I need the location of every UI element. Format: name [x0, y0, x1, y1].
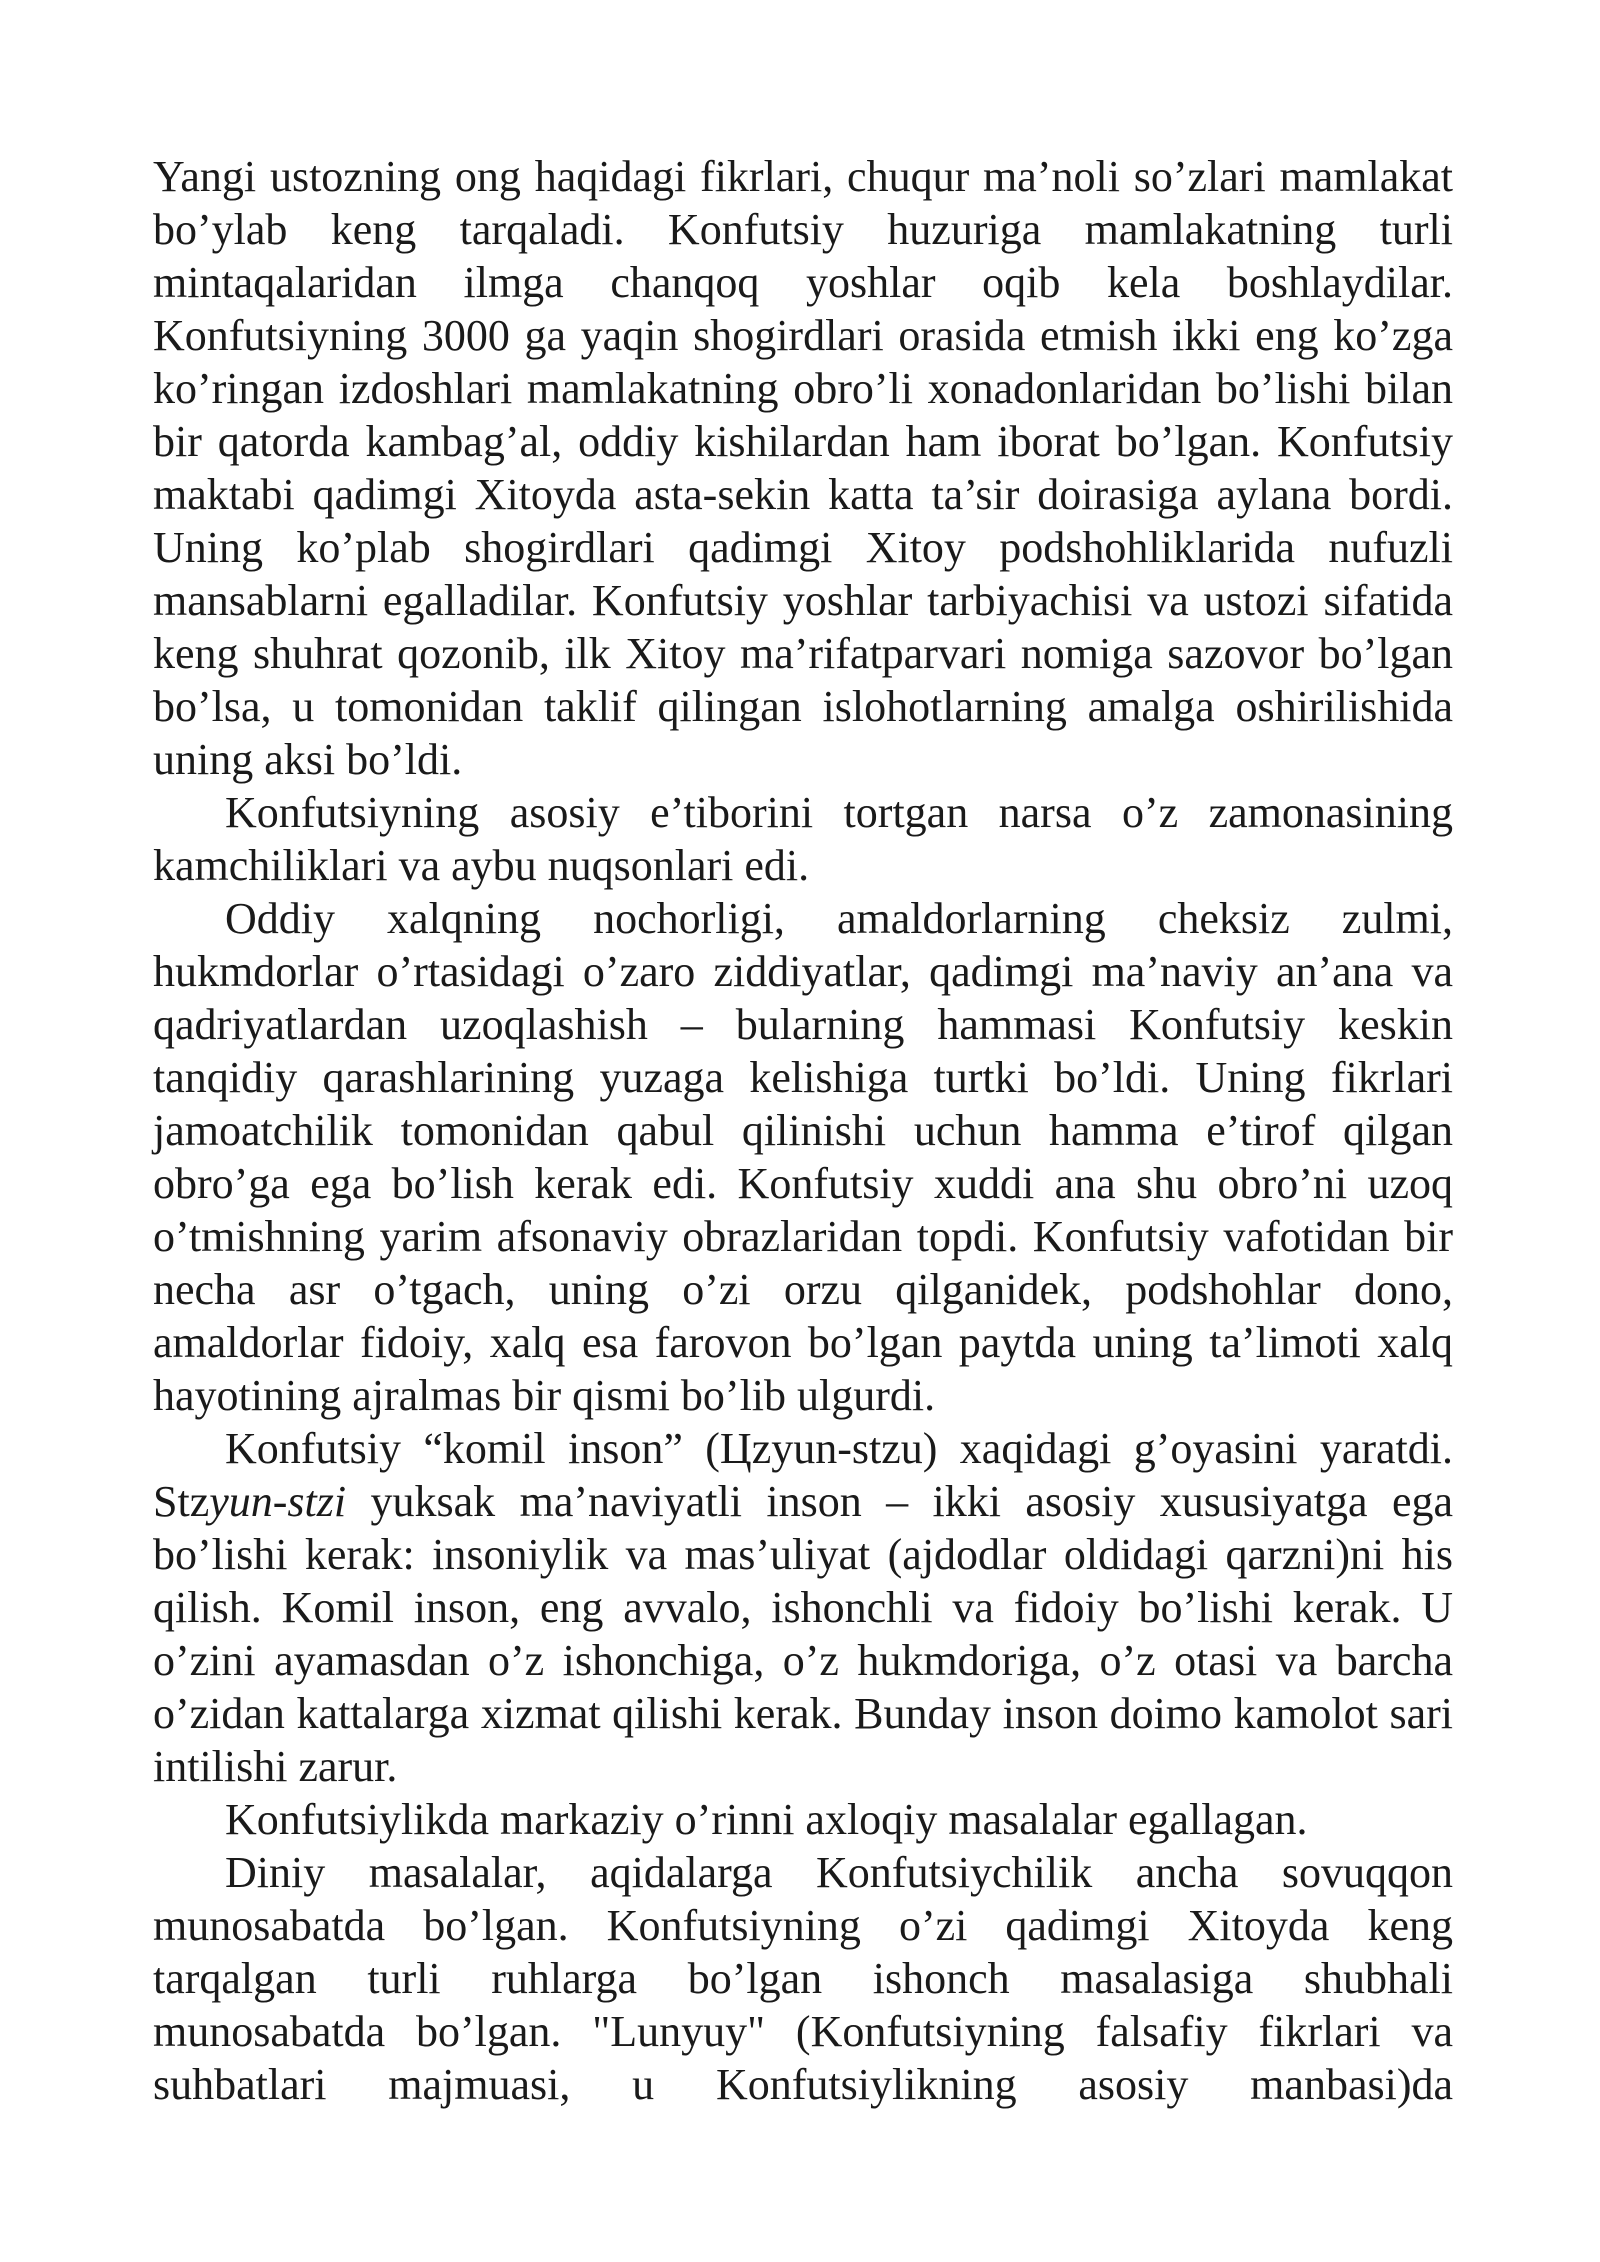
paragraph-1: Yangi ustozning ong haqidagi fikrlari, chuqur ma’noli so’zlari mamlakat bo’ylab keng tarqaladi. Konfutsiy huzuriga mamlakatning turli mintaqalaridan ilmga chanqoq yoshlar oqib kela boshlaydilar. Konfutsiyning 3000 ga yaqin shogirdlari orasida etmish ikki eng ko’zga ko’ringan izdoshlari mamlakatning obro’li xonadonlaridan bo’lishi bilan bir qatorda kambag’al, oddiy kishilardan ham iborat bo’lgan. Konfutsiy maktabi qadimgi Xitoyda asta-sekin katta ta’sir doirasiga aylana bordi. Uning ko’plab shogirdlari qadimgi Xitoy podshohliklarida nufuzli mansablarni egalladilar. Konfutsiy yoshlar tarbiyachisi va ustozi sifatida keng shuhrat qozonib, ilk Xitoy ma’rifatparvari nomiga sazovor bo’lgan bo’lsa, u tomonidan taklif qilingan islohotlarning amalga oshirilishida uning aksi bo’ldi.	[153, 152, 1453, 784]
document-page	[153, 150, 1453, 2111]
paragraph-5: Konfutsiylikda markaziy o’rinni axloqiy masalalar egallagan.	[225, 1795, 1308, 1844]
paragraph-4-text-before: Konfutsiy “komil inson” (Цzyun-stzu) xaqidagi g’oyasini yaratdi. Stz	[153, 1424, 1453, 1526]
paragraph-4	[153, 1422, 1453, 1793]
paragraph-4-italic-term: yun-stzi	[209, 1477, 347, 1526]
paragraph-6: Diniy masalalar, aqidalarga Konfutsiychilik ancha sovuqqon munosabatda bo’lgan. Konfutsiyning o’zi qadimgi Xitoyda keng tarqalgan turli ruhlarga bo’lgan ishonch masalasiga shubhali munosabatda bo’lgan. "Lunyuy" (Konfutsiyning falsafiy fikrlari va suhbatlari majmuasi, u Konfutsiylikning asosiy manbasi)da	[153, 1848, 1453, 2109]
paragraph-3: Oddiy xalqning nochorligi, amaldorlarning cheksiz zulmi, hukmdorlar o’rtasidagi o’zaro ziddiyatlar, qadimgi ma’naviy an’ana va qadriyatlardan uzoqlashish – bularning hammasi Konfutsiy keskin tanqidiy qarashlarining yuzaga kelishiga turtki bo’ldi. Uning fikrlari jamoatchilik tomonidan qabul qilinishi uchun hamma e’tirof qilgan obro’ga ega bo’lish kerak edi. Konfutsiy xuddi ana shu obro’ni uzoq o’tmishning yarim afsonaviy obrazlaridan topdi. Konfutsiy vafotidan bir necha asr o’tgach, uning o’zi orzu qilganidek, podshohlar dono, amaldorlar fidoiy, xalq esa farovon bo’lgan paytda uning ta’limoti xalq hayotining ajralmas bir qismi bo’lib ulgurdi.	[153, 894, 1453, 1420]
paragraph-4-text-after: yuksak ma’naviyatli inson – ikki asosiy xususiyatga ega bo’lishi kerak: insoniylik va mas’uliyat (ajdodlar oldidagi qarzni)ni his qilish. Komil inson, eng avvalo, ishonchli va fidoiy bo’lishi kerak. U o’zini ayamasdan o’z ishonchiga, o’z hukmdoriga, o’z otasi va barcha o’zidan kattalarga xizmat qilishi kerak. Bunday inson doimo kamolot sari intilishi zarur.	[153, 1477, 1453, 1791]
paragraph-2: Konfutsiyning asosiy e’tiborini tortgan narsa o’z zamonasining kamchiliklari va aybu nuqsonlari edi.	[153, 788, 1453, 890]
